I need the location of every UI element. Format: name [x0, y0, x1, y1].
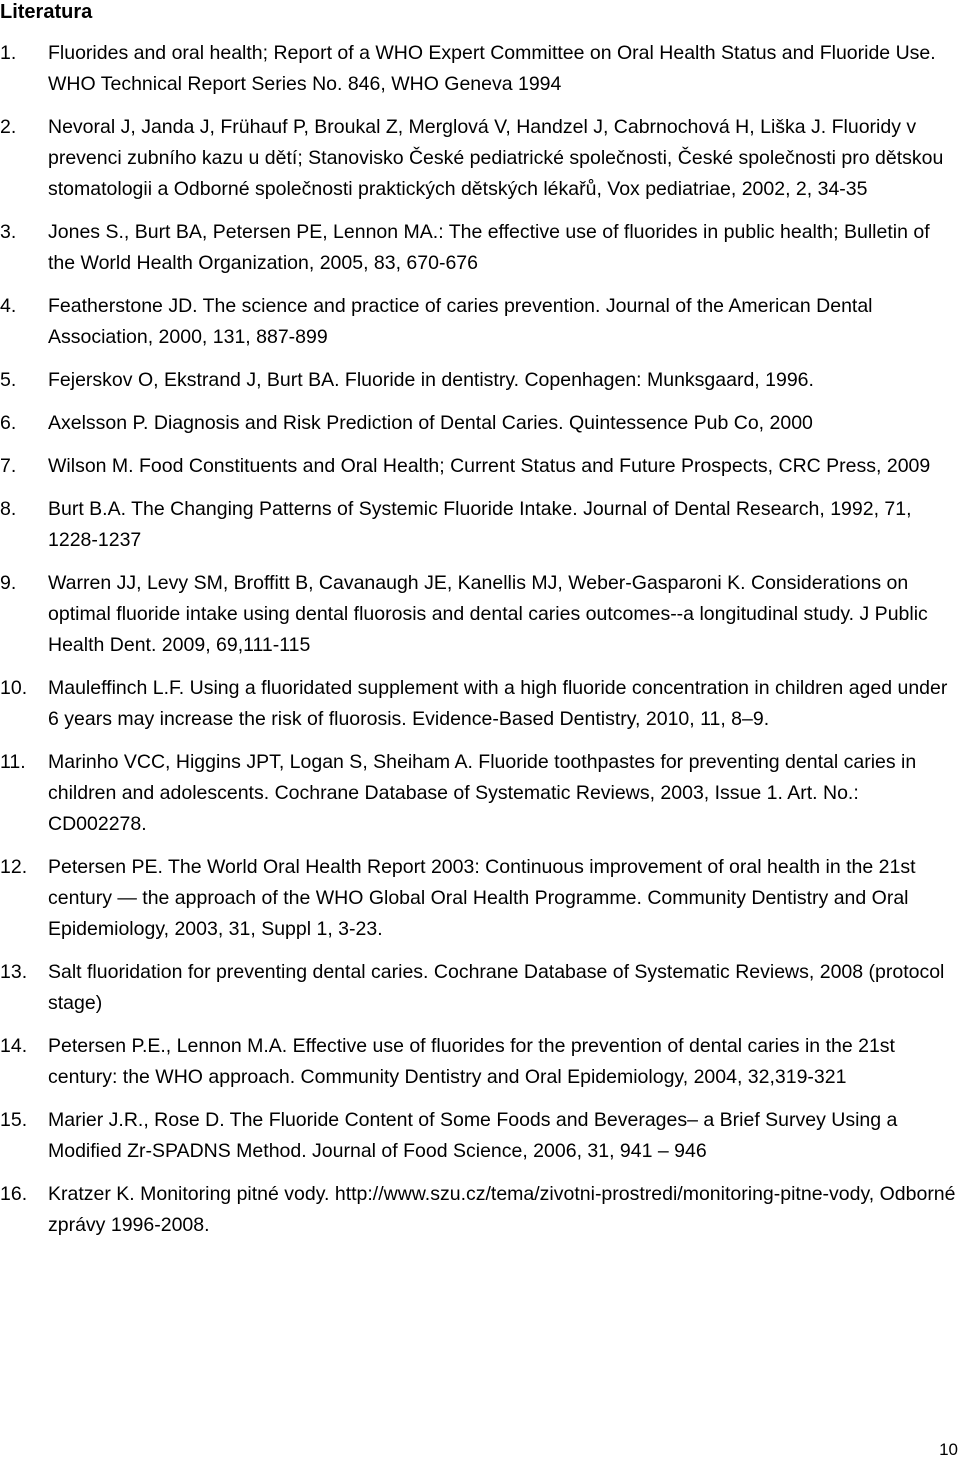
reference-text: Petersen P.E., Lennon M.A. Effective use of fluorides for the prevention of dental caries in the 21st century: the WHO approach. Community Dentistry and Oral Epidemiology, 2004, 32,319-321: [48, 1035, 895, 1088]
reference-number: 13.: [0, 961, 28, 983]
reference-number: 9.: [0, 572, 17, 594]
reference-item: [0, 365, 960, 396]
reference-number: 5.: [0, 369, 17, 391]
reference-text: Marier J.R., Rose D. The Fluoride Content of Some Foods and Beverages– a Brief Survey Using a Modified Zr-SPADNS Method. Journal of Food Science, 2006, 31, 941 – 946: [48, 1109, 898, 1162]
reference-number: 15.: [0, 1109, 28, 1131]
reference-item: [0, 38, 960, 100]
reference-item: [0, 1031, 960, 1093]
reference-item: [0, 673, 960, 735]
reference-text: Fejerskov O, Ekstrand J, Burt BA. Fluoride in dentistry. Copenhagen: Munksgaard, 1996.: [48, 369, 814, 391]
reference-number: 10.: [0, 677, 28, 699]
reference-text: Burt B.A. The Changing Patterns of Systemic Fluoride Intake. Journal of Dental Research, 1992, 71, 1228-1237: [48, 498, 912, 551]
reference-item: [0, 408, 960, 439]
reference-item: [0, 494, 960, 556]
reference-text: Featherstone JD. The science and practice of caries prevention. Journal of the American Dental Association, 2000, 131, 887-899: [48, 295, 873, 348]
reference-item: [0, 852, 960, 945]
reference-number: 3.: [0, 221, 17, 243]
reference-item: [0, 217, 960, 279]
reference-number: 4.: [0, 295, 17, 317]
reference-text: Petersen PE. The World Oral Health Report 2003: Continuous improvement of oral health in the 21st century — the approach of the WHO Global Oral Health Programme. Community Dentistry and Oral Epidemiology, 2003, 31, Suppl 1, 3-23.: [48, 856, 916, 940]
reference-text: Wilson M. Food Constituents and Oral Health; Current Status and Future Prospects, CRC Press, 2009: [48, 455, 931, 477]
reference-number: 2.: [0, 116, 17, 138]
reference-text: Salt fluoridation for preventing dental caries. Cochrane Database of Systematic Reviews, 2008 (protocol stage): [48, 961, 945, 1014]
reference-number: 8.: [0, 498, 17, 520]
reference-number: 1.: [0, 42, 17, 64]
reference-number: 7.: [0, 455, 17, 477]
reference-text: Warren JJ, Levy SM, Broffitt B, Cavanaugh JE, Kanellis MJ, Weber-Gasparoni K. Considerations on optimal fluoride intake using dental fluorosis and dental caries outcomes--a longitudinal study. J Public Health Dent. 2009, 69,111-115: [48, 572, 928, 656]
reference-number: 12.: [0, 856, 28, 878]
reference-text: Mauleffinch L.F. Using a fluoridated supplement with a high fluoride concentration in children aged under 6 years may increase the risk of fluorosis. Evidence-Based Dentistry, 2010, 11, 8–9.: [48, 677, 948, 730]
reference-text: Nevoral J, Janda J, Frühauf P, Broukal Z, Merglová V, Handzel J, Cabrnochová H, Liška J. Fluoridy v prevenci zubního kazu u dětí; Stanovisko České pediatrické společnosti, České společnosti pro dětskou stomatologii a Odborné společnosti praktických dětských lékařů, Vox pediatriae, 2002, 2, 34-35: [48, 116, 944, 200]
reference-number: 6.: [0, 412, 17, 434]
reference-number: 16.: [0, 1183, 28, 1205]
reference-item: [0, 568, 960, 661]
reference-text: Fluorides and oral health; Report of a WHO Expert Committee on Oral Health Status and Fluoride Use. WHO Technical Report Series No. 846, WHO Geneva 1994: [48, 42, 936, 95]
reference-item: [0, 747, 960, 840]
reference-text: Axelsson P. Diagnosis and Risk Prediction of Dental Caries. Quintessence Pub Co, 2000: [48, 412, 813, 434]
reference-text: Kratzer K. Monitoring pitné vody. http://www.szu.cz/tema/zivotni-prostredi/monitoring-pitne-vody, Odborné zprávy 1996-2008.: [48, 1183, 956, 1236]
page-number: 10: [939, 1440, 958, 1459]
reference-item: [0, 1179, 960, 1241]
reference-item: [0, 957, 960, 1019]
page-title: Literatura: [0, 1, 93, 23]
reference-item: [0, 1105, 960, 1167]
reference-text: Marinho VCC, Higgins JPT, Logan S, Sheiham A. Fluoride toothpastes for preventing dental caries in children and adolescents. Cochrane Database of Systematic Reviews, 2003, Issue 1. Art. No.: CD002278.: [48, 751, 917, 835]
reference-text: Jones S., Burt BA, Petersen PE, Lennon MA.: The effective use of fluorides in public health; Bulletin of the World Health Organization, 2005, 83, 670-676: [48, 221, 930, 274]
reference-number: 11.: [0, 751, 26, 773]
reference-item: [0, 112, 960, 205]
reference-list: [0, 38, 960, 1253]
reference-number: 14.: [0, 1035, 28, 1057]
reference-item: [0, 451, 960, 482]
reference-item: [0, 291, 960, 353]
